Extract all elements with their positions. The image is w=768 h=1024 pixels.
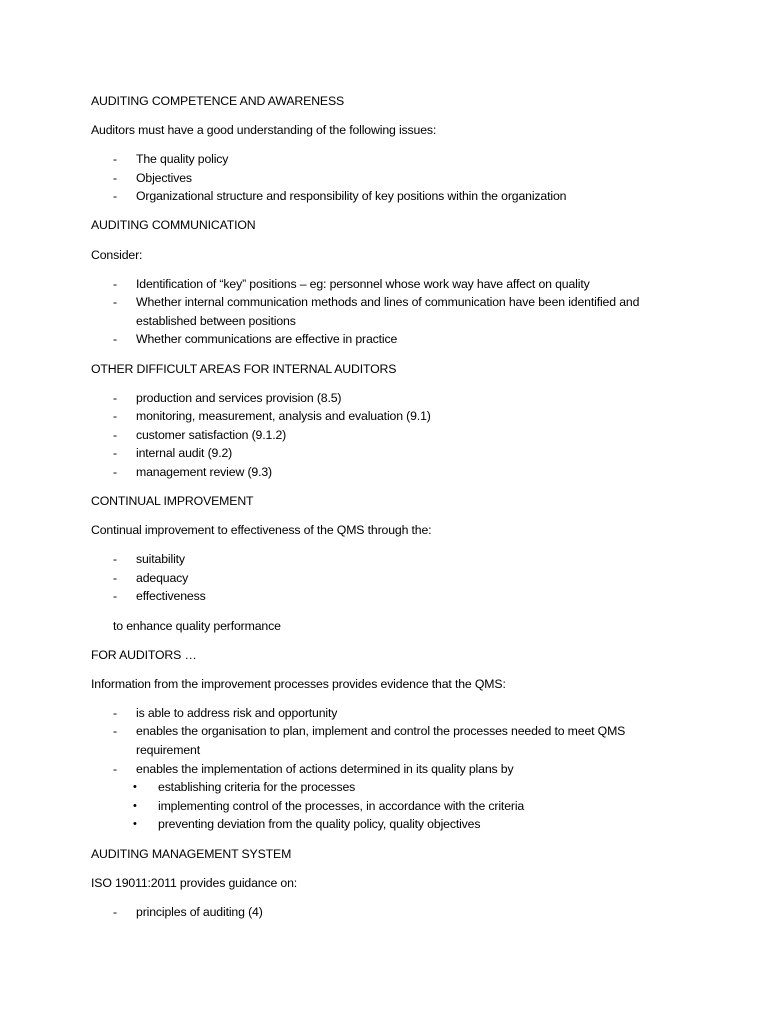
dash-marker: - [113, 446, 117, 461]
dash-marker: - [113, 552, 117, 567]
sub-list-item-text: establishing criteria for the processes [158, 780, 356, 795]
bullet-list [91, 389, 691, 482]
section-intro: Information from the improvement processes provides evidence that the QMS: [91, 676, 506, 691]
list-item [91, 704, 691, 723]
list-item [91, 444, 691, 463]
list-item-text: Whether internal communication methods and lines of communication have been identified and established between positions [136, 295, 640, 328]
list-item-text: Identification of “key” positions – eg: personnel whose work way have affect on quality [136, 276, 590, 291]
list-item [91, 569, 691, 588]
section-intro: ISO 19011:2011 provides guidance on: [91, 875, 298, 890]
list-item [91, 550, 691, 569]
bullet-list [91, 275, 691, 349]
dash-marker: - [113, 295, 117, 310]
section-heading: AUDITING MANAGEMENT SYSTEM [91, 846, 292, 861]
list-item [91, 903, 691, 922]
list-item-text: monitoring, measurement, analysis and evaluation (9.1) [136, 409, 431, 424]
dash-marker: - [113, 276, 117, 291]
section-heading: FOR AUDITORS … [91, 647, 197, 662]
list-item-text: suitability [136, 552, 185, 567]
list-item [91, 187, 691, 206]
section-heading: AUDITING COMPETENCE AND AWARENESS [91, 94, 345, 108]
list-item-text: management review (9.3) [136, 465, 272, 479]
dash-marker: - [113, 427, 117, 442]
list-item-text: enables the implementation of actions determined in its quality plans by [136, 761, 514, 776]
section-intro: Consider: [91, 247, 143, 262]
section-intro: Auditors must have a good understanding of the following issues: [91, 123, 437, 138]
dash-marker: - [113, 332, 117, 347]
bullet-list [91, 903, 691, 922]
dash-marker: - [113, 724, 117, 739]
list-item-text: production and services provision (8.5) [136, 390, 342, 405]
list-item-text: Whether communications are effective in practice [136, 332, 398, 347]
dash-marker: - [113, 189, 117, 204]
list-item-text: customer satisfaction (9.1.2) [136, 427, 287, 442]
dash-marker: - [113, 705, 117, 720]
list-item-text: Organizational structure and responsibility of key positions within the organization [136, 189, 567, 204]
list-item-text: principles of auditing (4) [136, 904, 263, 919]
list-item-text: The quality policy [136, 152, 229, 167]
dash-marker: - [113, 390, 117, 405]
section-intro: Continual improvement to effectiveness of the QMS through the: [91, 523, 432, 538]
dash-marker: - [113, 152, 117, 167]
sub-list-item [91, 797, 691, 816]
list-item [91, 169, 691, 188]
list-item [91, 389, 691, 408]
list-item-text: effectiveness [136, 589, 206, 604]
list-item-text: adequacy [136, 570, 189, 585]
list-item [91, 587, 691, 606]
list-item [91, 275, 691, 294]
list-item [91, 330, 691, 349]
list-item [91, 722, 691, 759]
list-item [91, 426, 691, 445]
section-outro: to enhance quality performance [113, 618, 281, 633]
section-heading: AUDITING COMMUNICATION [91, 218, 256, 233]
list-item-text: is able to address risk and opportunity [136, 705, 338, 720]
document-body [91, 92, 691, 932]
sublist-container [91, 778, 691, 834]
list-item-text: Objectives [136, 170, 192, 185]
list-item-text: enables the organisation to plan, implement and control the processes needed to meet QMS requirement [136, 724, 626, 758]
bullet-marker: • [133, 781, 137, 794]
bullet-marker: • [133, 799, 137, 812]
list-item-text: internal audit (9.2) [136, 446, 233, 461]
list-item [91, 407, 691, 426]
section-heading: CONTINUAL IMPROVEMENT [91, 494, 254, 509]
dash-marker: - [113, 409, 117, 424]
dash-marker: - [113, 761, 117, 776]
bullet-list [91, 550, 691, 606]
bullet-list [91, 150, 691, 206]
sub-list-item-text: preventing deviation from the quality policy, quality objectives [158, 817, 481, 832]
list-item [91, 463, 691, 482]
list-item [91, 150, 691, 169]
section-heading: OTHER DIFFICULT AREAS FOR INTERNAL AUDITORS [91, 361, 397, 376]
dash-marker: - [113, 570, 117, 585]
bullet-list [91, 704, 691, 834]
list-item [91, 293, 691, 330]
sub-list-item [91, 815, 691, 834]
list-item [91, 760, 691, 779]
bullet-marker: • [133, 818, 137, 831]
dash-marker: - [113, 465, 117, 479]
dash-marker: - [113, 904, 117, 919]
sub-list-item-text: implementing control of the processes, in accordance with the criteria [158, 798, 525, 813]
sub-bullet-list [91, 778, 691, 834]
dash-marker: - [113, 589, 117, 604]
dash-marker: - [113, 170, 117, 185]
sub-list-item [91, 778, 691, 797]
